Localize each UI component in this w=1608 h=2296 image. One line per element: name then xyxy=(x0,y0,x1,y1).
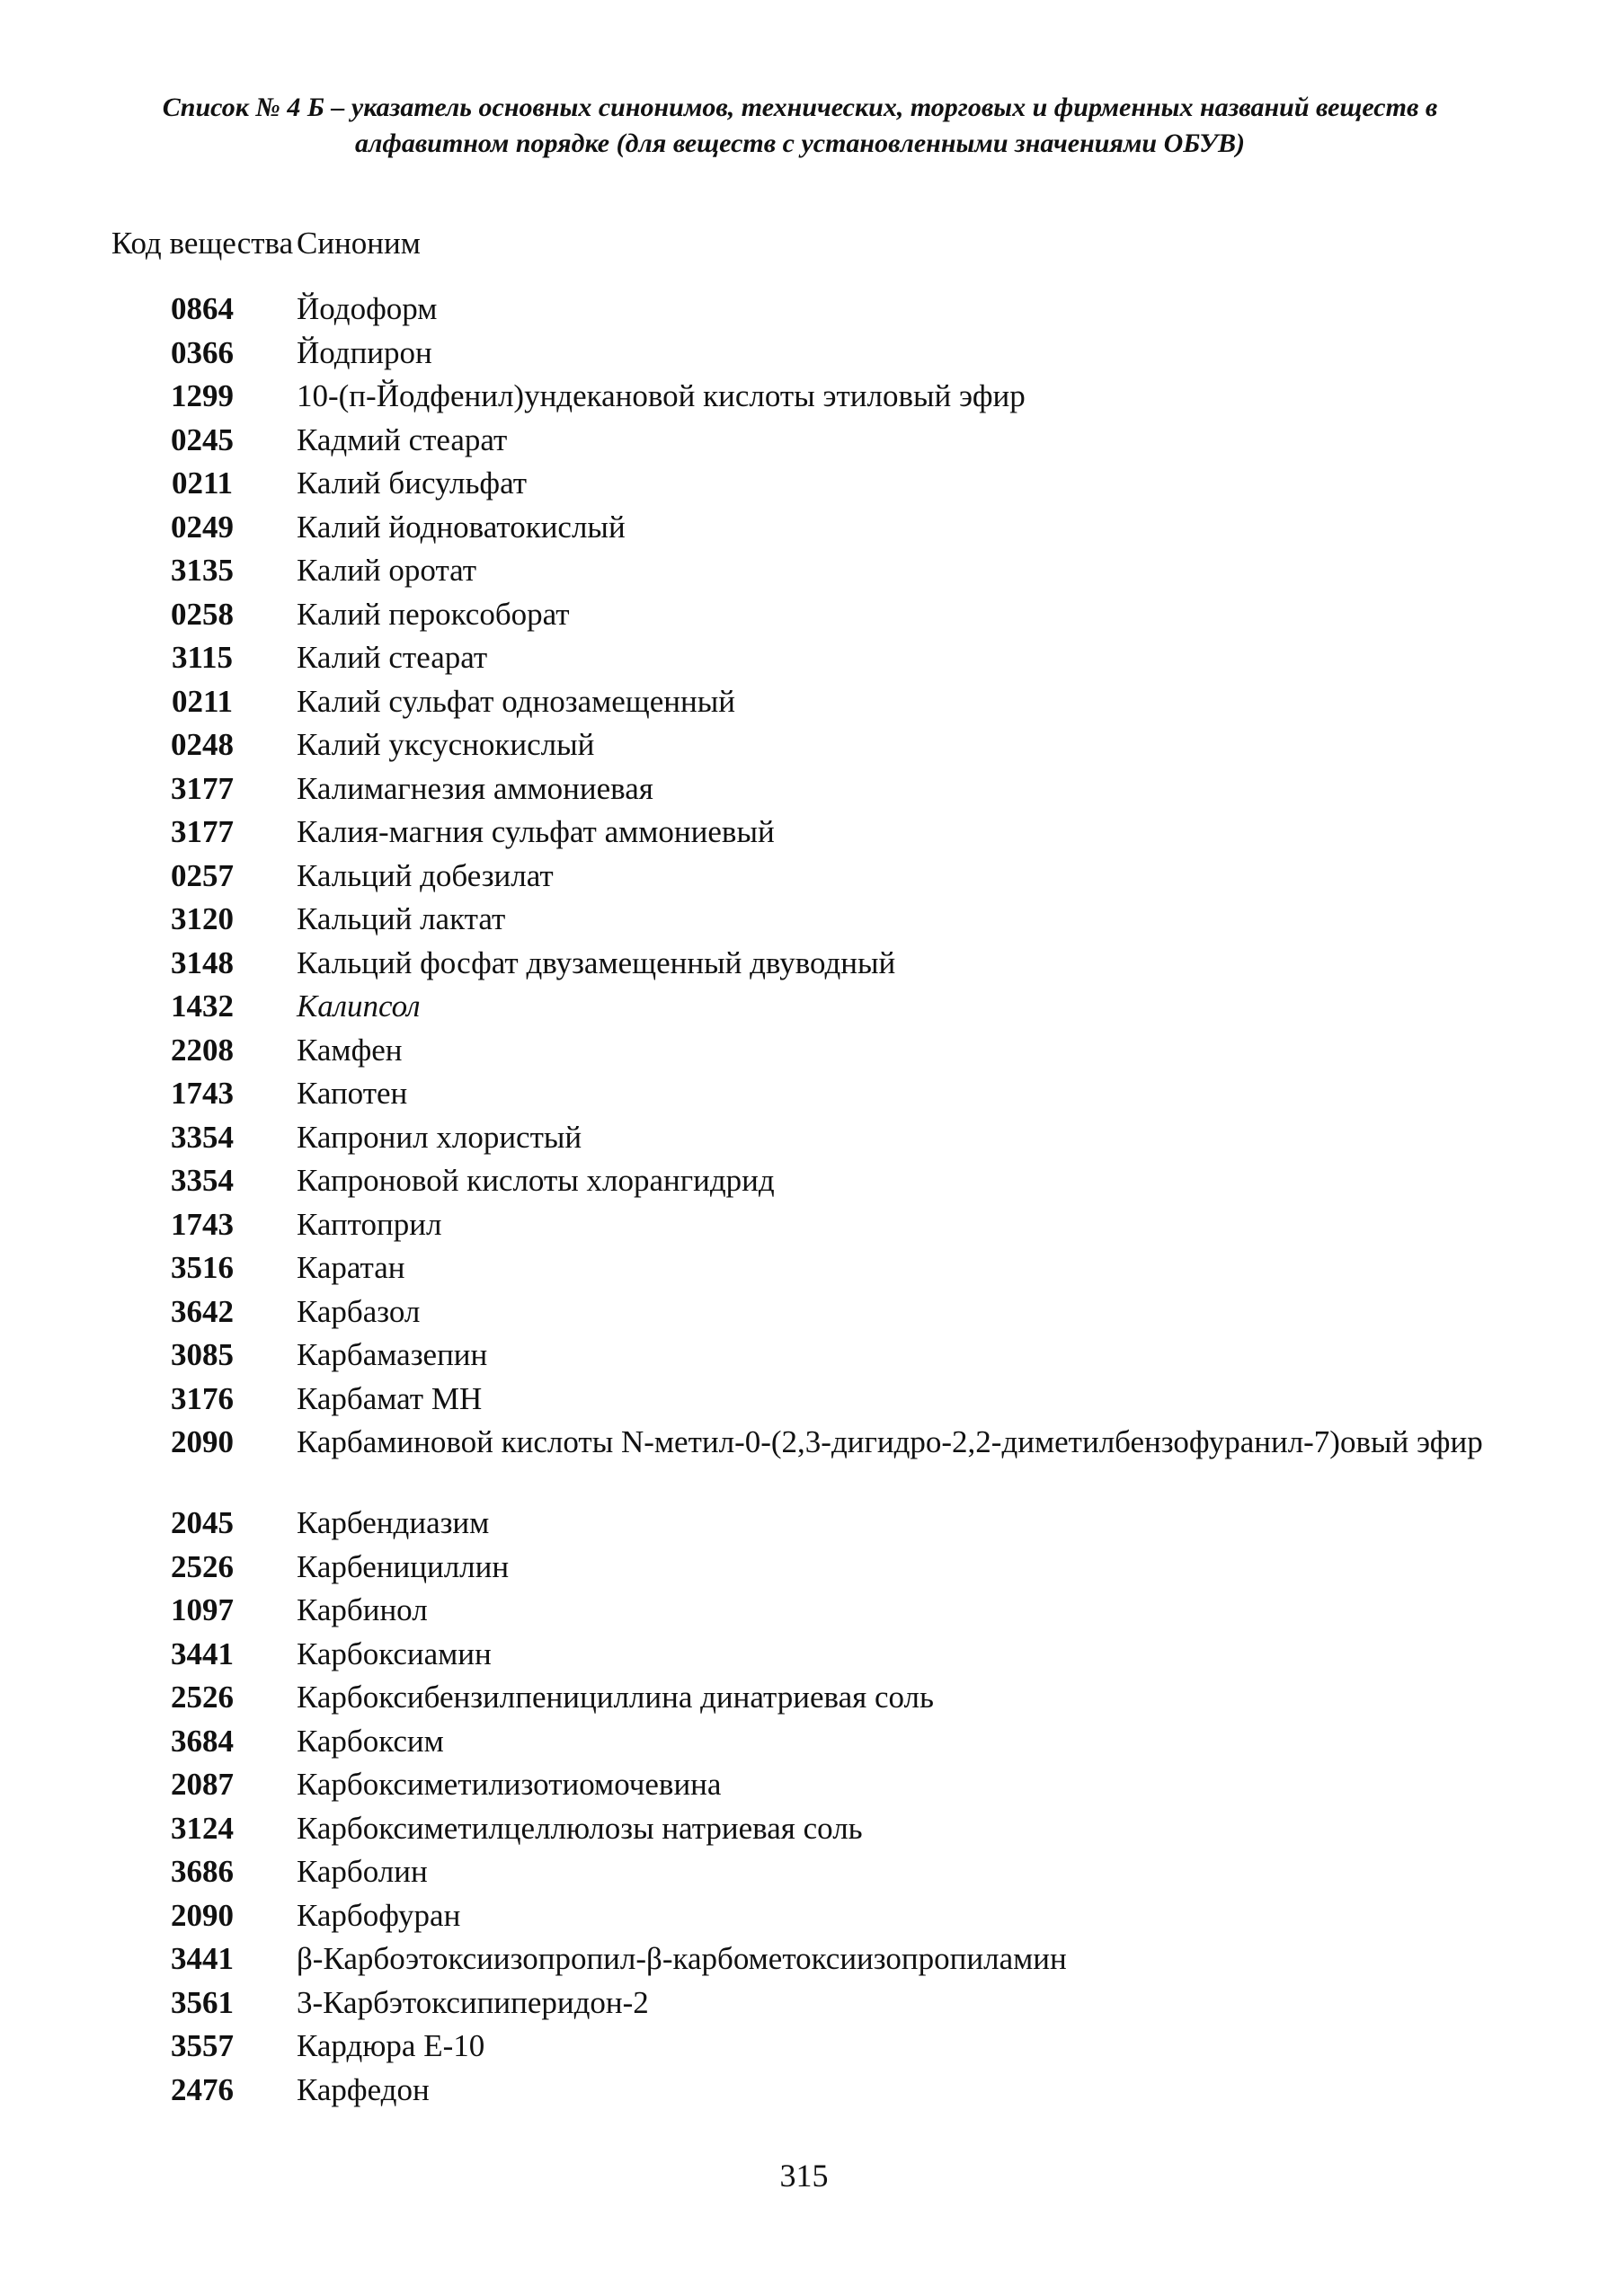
heading-line-2: алфавитном порядке (для веществ с установленными значениями ОБУВ) xyxy=(354,129,1245,158)
substance-code: 3684 xyxy=(171,1723,234,1759)
table-row xyxy=(108,1074,1492,1118)
substance-code: 0864 xyxy=(171,291,234,326)
table-row xyxy=(108,1591,1492,1635)
substance-code: 1432 xyxy=(171,988,234,1024)
table-row xyxy=(108,987,1492,1031)
table-row xyxy=(108,1379,1492,1423)
table-row xyxy=(108,769,1492,813)
table-row xyxy=(108,1335,1492,1379)
synonym-name: Карбоксиметилизотиомочевина xyxy=(297,1767,722,1802)
table-row xyxy=(108,1983,1492,2027)
synonym-name: Калий йодноватокислый xyxy=(297,509,626,545)
table-row xyxy=(108,289,1492,333)
table-row xyxy=(108,1635,1492,1679)
synonym-name: Карбофуран xyxy=(297,1897,461,1933)
table-row xyxy=(108,1161,1492,1205)
table-row xyxy=(108,638,1492,682)
table-row xyxy=(108,856,1492,900)
list-heading xyxy=(90,90,1510,162)
table-row xyxy=(108,333,1492,377)
code-column-header: Код вещества xyxy=(111,226,294,261)
substance-code: 2090 xyxy=(171,1897,234,1933)
synonym-name: Карфедон xyxy=(297,2071,430,2107)
synonym-name: Калий уксуснокислый xyxy=(297,727,595,762)
synonym-name: Калий сульфат однозамещенный xyxy=(297,683,735,719)
substance-code: 3557 xyxy=(171,2028,234,2063)
synonym-name: Карбоксибензилпенициллина динатриевая соль xyxy=(297,1680,934,1715)
table-row xyxy=(108,1896,1492,1940)
substance-code: 2090 xyxy=(171,1424,234,1459)
substance-code: 3354 xyxy=(171,1163,234,1198)
synonym-name: Кардюра Е-10 xyxy=(297,2028,485,2063)
table-row xyxy=(108,464,1492,508)
substance-code: 3516 xyxy=(171,1250,234,1285)
table-body xyxy=(108,289,1492,2114)
substance-code: 3177 xyxy=(171,770,234,806)
table-row xyxy=(108,682,1492,726)
table-row xyxy=(108,2070,1492,2114)
synonym-name: Капотен xyxy=(297,1076,408,1111)
table-row xyxy=(108,1031,1492,1075)
substance-code: 0366 xyxy=(171,334,234,370)
table-row xyxy=(108,1292,1492,1336)
table-row xyxy=(108,900,1492,944)
table-row xyxy=(108,1939,1492,1983)
synonym-name: Карбоксим xyxy=(297,1723,444,1759)
table-row xyxy=(108,2026,1492,2070)
substance-code: 3642 xyxy=(171,1293,234,1329)
table-row xyxy=(108,1678,1492,1722)
substance-code: 3441 xyxy=(171,1941,234,1976)
synonym-name: Кальций фосфат двузамещенный двуводный xyxy=(297,944,896,980)
table-row xyxy=(108,1765,1492,1809)
synonym-name: Карбенициллин xyxy=(297,1548,510,1584)
synonym-name: Каратан xyxy=(297,1250,405,1285)
substance-code: 3441 xyxy=(171,1636,234,1671)
synonym-table xyxy=(108,199,1492,2114)
table-row xyxy=(108,1809,1492,1853)
synonym-name: Капроновой кислоты хлорангидрид xyxy=(297,1163,775,1198)
substance-code: 3120 xyxy=(171,901,234,936)
table-row xyxy=(108,944,1492,988)
table-row xyxy=(108,1423,1492,1503)
substance-code: 2045 xyxy=(171,1505,234,1540)
synonym-name: Каптоприл xyxy=(297,1206,442,1242)
synonym-name: Кадмий стеарат xyxy=(297,421,508,457)
synonym-name: Йодоформ xyxy=(297,291,438,326)
substance-code: 3085 xyxy=(171,1337,234,1372)
substance-code: 2526 xyxy=(171,1680,234,1715)
synonym-name: Карбамазепин xyxy=(297,1337,488,1372)
synonym-name: 10-(п-Йодфенил)ундекановой кислоты этиловый эфир xyxy=(297,378,1026,413)
synonym-name: Калий пероксоборат xyxy=(297,596,570,632)
table-row xyxy=(108,1547,1492,1591)
synonym-name: 3-Карбэтоксипиперидон-2 xyxy=(297,1984,649,2020)
table-row xyxy=(108,1722,1492,1766)
substance-code: 3115 xyxy=(171,640,234,675)
table-row xyxy=(108,377,1492,421)
synonym-name: Калий стеарат xyxy=(297,640,488,675)
synonym-name: Карбамат МН xyxy=(297,1380,483,1416)
substance-code: 3124 xyxy=(171,1810,234,1846)
synonym-name: Карбоксиметилцеллюлозы натриевая соль xyxy=(297,1810,863,1846)
substance-code: 3148 xyxy=(171,944,234,980)
synonym-name: Карбоксиамин xyxy=(297,1636,492,1671)
substance-code: 0211 xyxy=(171,465,234,501)
synonym-name: Калий оротат xyxy=(297,553,477,588)
substance-code: 3176 xyxy=(171,1380,234,1416)
substance-code: 2087 xyxy=(171,1767,234,1802)
synonym-name: Кальций добезилат xyxy=(297,857,554,893)
synonym-column-header: Синоним xyxy=(297,226,421,261)
synonym-name: Карбазол xyxy=(297,1293,421,1329)
synonym-name: Камфен xyxy=(297,1032,403,1068)
table-row xyxy=(108,551,1492,595)
synonym-name: Карболин xyxy=(297,1854,428,1889)
substance-code: 2208 xyxy=(171,1032,234,1068)
substance-code: 3686 xyxy=(171,1854,234,1889)
synonym-name: Кальций лактат xyxy=(297,901,506,936)
synonym-name: Карбинол xyxy=(297,1592,428,1627)
substance-code: 0245 xyxy=(171,421,234,457)
substance-code: 3561 xyxy=(171,1984,234,2020)
table-header xyxy=(108,199,1492,288)
substance-code: 1097 xyxy=(171,1592,234,1627)
table-row xyxy=(108,1852,1492,1896)
table-row xyxy=(108,1248,1492,1292)
table-row xyxy=(108,508,1492,552)
synonym-name: β-Карбоэтоксиизопропил-β-карбометоксиизопропиламин xyxy=(297,1941,1067,1976)
substance-code: 3177 xyxy=(171,814,234,849)
table-row xyxy=(108,595,1492,639)
substance-code: 0249 xyxy=(171,509,234,545)
page-number: 315 xyxy=(779,2158,829,2194)
table-row xyxy=(108,812,1492,856)
substance-code: 1299 xyxy=(171,378,234,413)
synonym-name: Йодпирон xyxy=(297,334,432,370)
substance-code: 1743 xyxy=(171,1206,234,1242)
synonym-name: Капронил хлористый xyxy=(297,1119,582,1155)
table-row xyxy=(108,1503,1492,1547)
table-row xyxy=(108,1118,1492,1162)
synonym-name: Калимагнезия аммониевая xyxy=(297,770,653,806)
synonym-name: Калия-магния сульфат аммониевый xyxy=(297,814,775,849)
substance-code: 0211 xyxy=(171,683,234,719)
substance-code: 2476 xyxy=(171,2071,234,2107)
substance-code: 3354 xyxy=(171,1119,234,1155)
synonym-name: Калипсол xyxy=(297,988,421,1024)
synonym-name: Калий бисульфат xyxy=(297,465,528,501)
substance-code: 0258 xyxy=(171,596,234,632)
synonym-name: Карбендиазим xyxy=(297,1505,490,1540)
substance-code: 1743 xyxy=(171,1076,234,1111)
substance-code: 0248 xyxy=(171,727,234,762)
table-row xyxy=(108,1205,1492,1249)
table-row xyxy=(108,725,1492,769)
substance-code: 3135 xyxy=(171,553,234,588)
table-row xyxy=(108,421,1492,465)
substance-code: 2526 xyxy=(171,1548,234,1584)
substance-code: 0257 xyxy=(171,857,234,893)
heading-line-1: Список № 4 Б – указатель основных синонимов, технических, торговых и фирменных названий веществ в xyxy=(162,93,1438,122)
synonym-name: Карбаминовой кислоты N-метил-0-(2,3-дигидро-2,2-диметилбензофуранил-7)овый эфир xyxy=(297,1424,1483,1459)
